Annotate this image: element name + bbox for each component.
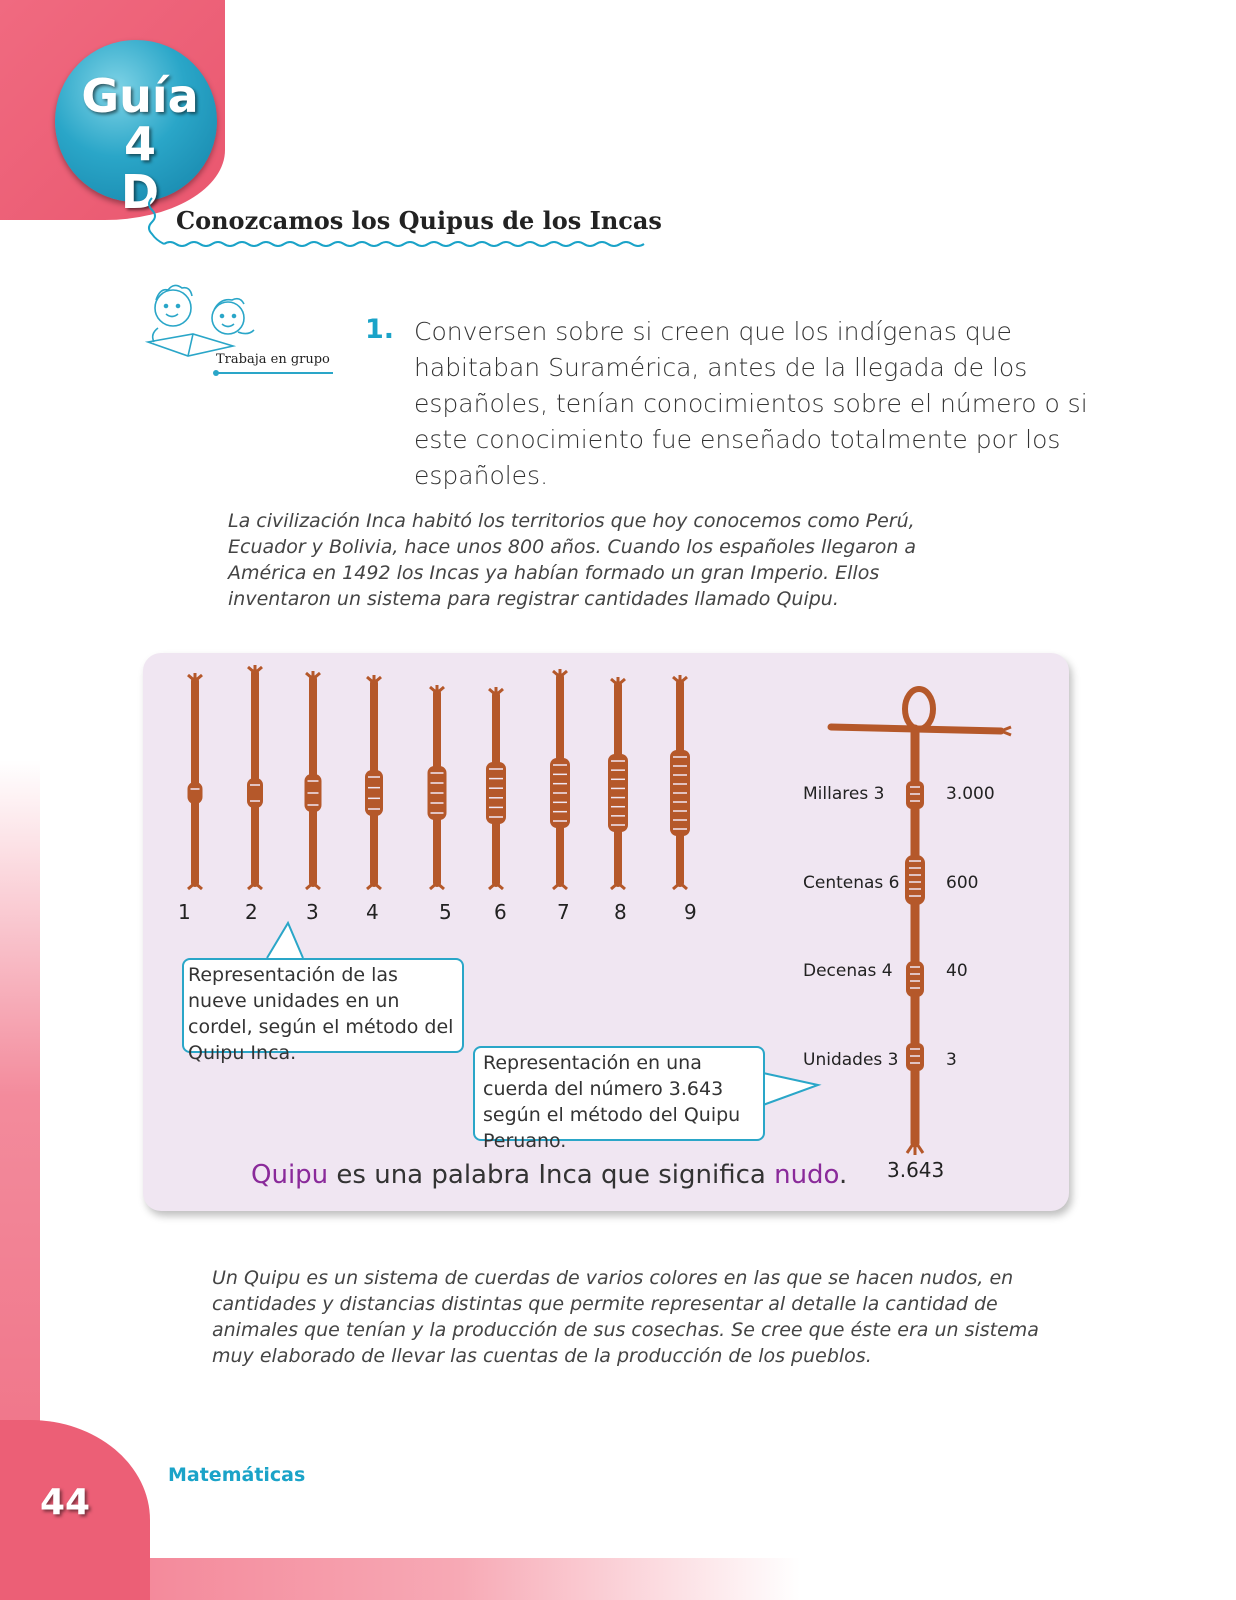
unit-knot [608, 754, 628, 832]
unit-cords [188, 665, 691, 889]
cord-number-label: 2 [245, 900, 258, 924]
quipu-total: 3.643 [887, 1158, 945, 1182]
number-cord [831, 689, 1011, 1155]
unit-knot [188, 782, 203, 804]
bottom-decoration-band [40, 1558, 800, 1600]
cord-number-label: 3 [306, 900, 319, 924]
cord-number-label: 6 [494, 900, 507, 924]
callout-pointer-units [267, 923, 303, 958]
callout-pointer-number [763, 1073, 818, 1105]
quipu-definition [251, 1160, 847, 1190]
page-title: Conozcamos los Quipus de los Incas [176, 206, 662, 235]
unit-knot [486, 762, 506, 824]
place-value-thousands: 3.000 [946, 784, 995, 804]
cord-number-label: 4 [366, 900, 379, 924]
definition-end: . [839, 1160, 848, 1190]
quipu-word: Quipu [251, 1160, 329, 1190]
footer-subject: Matemáticas [168, 1464, 306, 1486]
cord-number-label: 5 [439, 900, 452, 924]
place-label-units: Unidades 3 [803, 1050, 899, 1070]
place-value-hundreds: 600 [946, 873, 979, 893]
guide-letter: D [120, 165, 160, 219]
cord-number-label: 7 [557, 900, 570, 924]
cord-number-label: 1 [178, 900, 191, 924]
unit-knot [247, 778, 263, 808]
question-number: 1. [365, 314, 395, 345]
place-label-thousands: Millares 3 [803, 784, 885, 804]
guide-number: Guía 4 [81, 69, 199, 171]
callout-units-cord: Representación de las nueve unidades en un cordel, según el método del Quipu Inca. [182, 958, 464, 1053]
place-value-tens: 40 [946, 961, 968, 981]
place-label-tens: Decenas 4 [803, 961, 893, 981]
intro-paragraph: La civilización Inca habitó los territorios que hoy conocemos como Perú, Ecuador y Bolivia, hace unos 800 años. Cuando los españoles llegaron a América en 1492 los Incas ya habían formado un gran Imperio. Ellos inventaron un sistema para registrar cantidades llamado Quipu. [228, 510, 917, 610]
group-work-label: Trabaja en grupo [216, 352, 330, 367]
cord-number-label: 9 [684, 900, 697, 924]
definition-middle: es una palabra Inca que significa [328, 1160, 775, 1190]
page-number: 44 [40, 1482, 91, 1523]
meaning-word: nudo [774, 1160, 840, 1190]
place-value-units: 3 [946, 1050, 957, 1070]
callout-number-cord: Representación en una cuerda del número 3.643 según el método del Quipu Peruano. [473, 1046, 765, 1141]
closing-paragraph: Un Quipu es un sistema de cuerdas de varios colores en las que se hacen nudos, en cantidades y distancias distintas que permite representar al detalle la cantidad de animales que tenían y la producción de sus cosechas. Se cree que éste era un sistema muy elaborado de llevar las cuentas de la producción de los pueblos. [212, 1267, 1039, 1367]
place-label-hundreds: Centenas 6 [803, 873, 900, 893]
question-text: Conversen sobre si creen que los indígenas que habitaban Suramérica, antes de la llegada de los españoles, tenían conocimientos sobre el número o si este conocimiento fue enseñado totalmente por los españoles. [414, 317, 1088, 490]
guide-badge-text [60, 69, 220, 219]
cord-number-label: 8 [614, 900, 627, 924]
